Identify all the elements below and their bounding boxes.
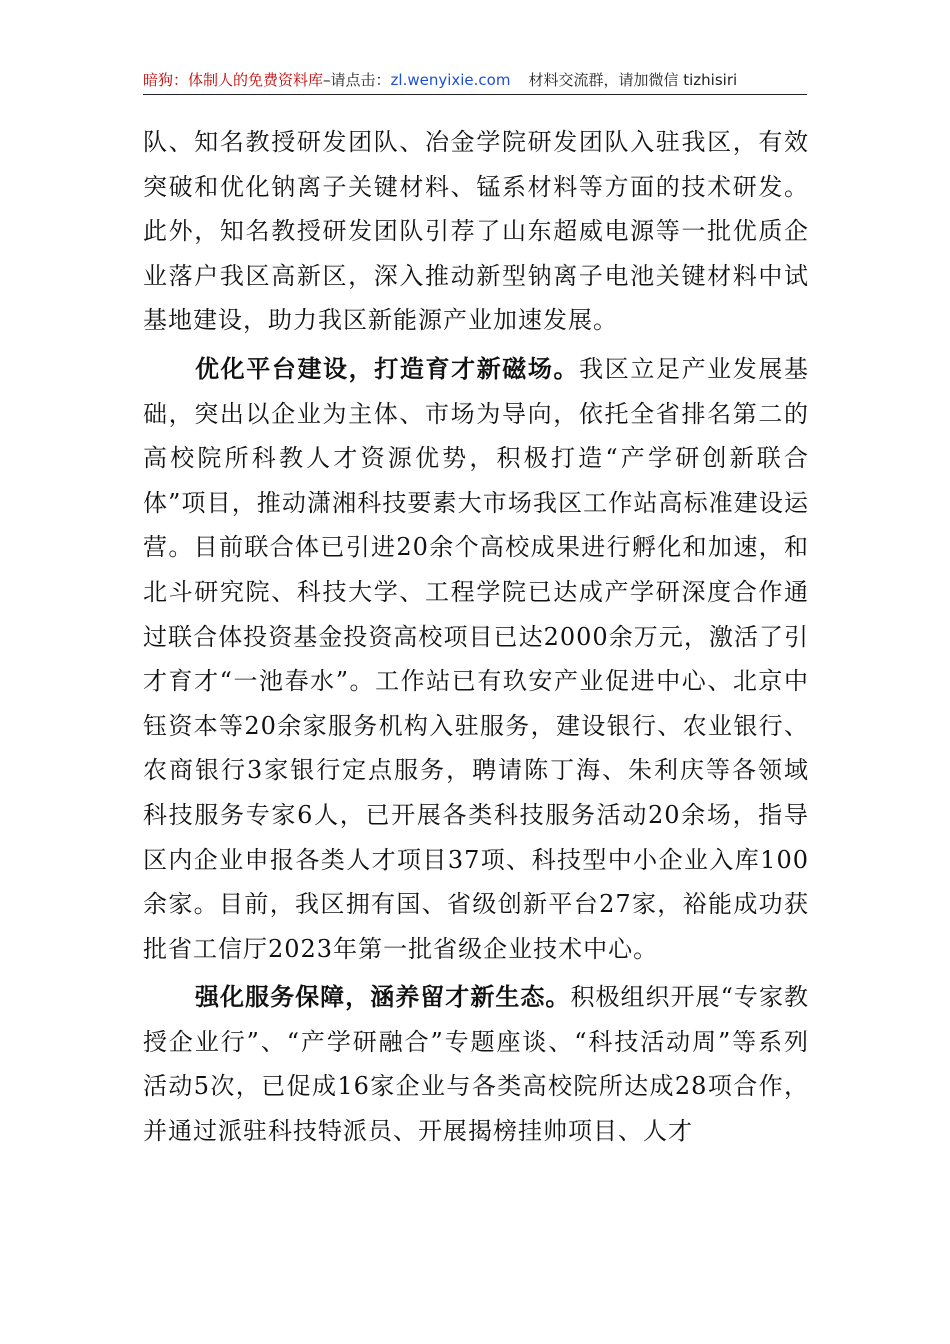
paragraph-2-heading: 优化平台建设，打造育才新磁场。 — [195, 353, 580, 383]
paragraph-3 — [143, 975, 809, 1153]
paragraph-2-body: 我区立足产业发展基础，突出以企业为主体、市场为导向，依托全省排名第二的高校院所科教人才资源优势，积极打造“产学研创新联合体”项目，推动潇湘科技要素大市场我区工作站高标准建设运营。目前联合体已引进20余个高校成果进行孵化和加速，和北斗研究院、科技大学、工程学院已达成产学研深度合作通过联合体投资基金投资高校项目已达2000余万元，激活了引才育才“一池春水”。工作站已有玖安产业促进中心、北京中钰资本等20余家服务机构入驻服务，建设银行、农业银行、农商银行3家银行定点服务，聘请陈丁海、朱利庆等各领域科技服务专家6人，已开展各类科技服务活动20余场，指导区内企业申报各类人才项目37项、科技型中小企业入库100余家。目前，我区拥有国、省级创新平台27家，裕能成功获批省工信厅2023年第一批省级企业技术中心。 — [143, 354, 810, 963]
paragraph-2 — [143, 347, 809, 971]
header-link[interactable]: zl.wenyixie.com — [390, 71, 511, 89]
document-body — [143, 120, 809, 1154]
paragraph-3-body: 积极组织开展“专家教授企业行”、“产学研融合”专题座谈、“科技活动周”等系列活动5次，已促成16家企业与各类高校院所达成28项合作，并通过派驻科技特派员、开展揭榜挂帅项目、人才 — [143, 983, 809, 1146]
paragraph-1 — [143, 120, 809, 343]
header-contact: 材料交流群，请加微信 tizhisiri — [528, 71, 738, 89]
page-header — [143, 66, 807, 95]
paragraph-1-body: 队、知名教授研发团队、冶金学院研发团队入驻我区，有效突破和优化钠离子关键材料、锰系材料等方面的技术研发。此外，知名教授研发团队引荐了山东超威电源等一批优质企业落户我区高新区，深入推动新型钠离子电池关键材料中试基地建设，助力我区新能源产业加速发展。 — [143, 128, 809, 335]
header-prompt: –请点击： — [323, 71, 391, 89]
paragraph-3-heading: 强化服务保障，涵养留才新生态。 — [195, 982, 571, 1012]
header-brand: 暗狗：体制人的免费资料库 — [143, 71, 324, 89]
